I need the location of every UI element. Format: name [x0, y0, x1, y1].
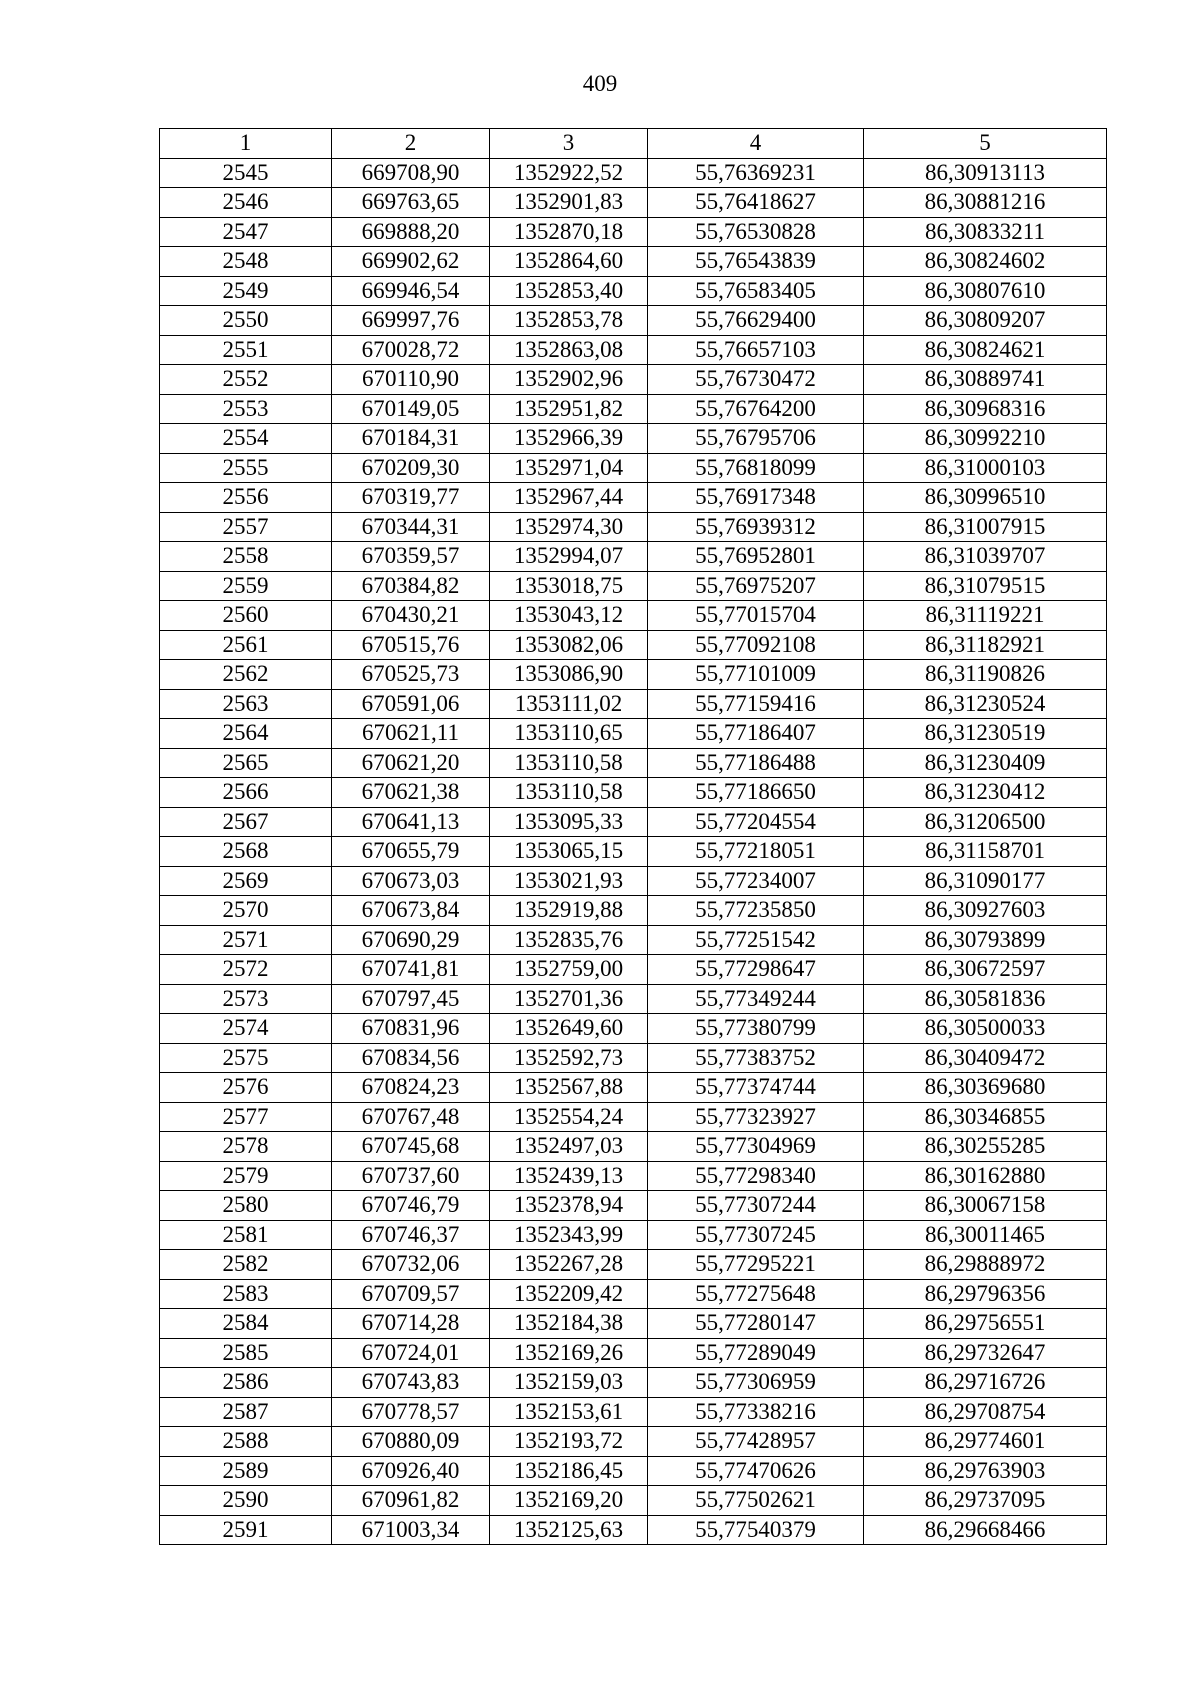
table-cell-col-1: 2546: [160, 188, 332, 218]
table-cell-col-2: 669708,90: [332, 158, 490, 188]
table-cell-col-2: 670741,81: [332, 955, 490, 985]
table-cell-col-3: 1352835,76: [490, 925, 648, 955]
table-row: [160, 1220, 1107, 1250]
table-cell-col-1: 2553: [160, 394, 332, 424]
table-row: [160, 866, 1107, 896]
table-cell-col-1: 2563: [160, 689, 332, 719]
table-cell-col-1: 2582: [160, 1250, 332, 1280]
table-cell-col-3: 1352343,99: [490, 1220, 648, 1250]
table-cell-col-2: 670621,11: [332, 719, 490, 749]
table-row: [160, 1102, 1107, 1132]
table-cell-col-2: 670319,77: [332, 483, 490, 513]
table-row: [160, 925, 1107, 955]
table-cell-col-1: 2576: [160, 1073, 332, 1103]
table-cell-col-3: 1352497,03: [490, 1132, 648, 1162]
table-cell-col-2: 670525,73: [332, 660, 490, 690]
table-cell-col-5: 86,30889741: [864, 365, 1107, 395]
table-cell-col-4: 55,77349244: [648, 984, 864, 1014]
table-cell-col-4: 55,77502621: [648, 1486, 864, 1516]
table-cell-col-3: 1353043,12: [490, 601, 648, 631]
table-cell-col-4: 55,77015704: [648, 601, 864, 631]
table-cell-col-4: 55,76543839: [648, 247, 864, 277]
table-row: [160, 483, 1107, 513]
table-cell-col-5: 86,30881216: [864, 188, 1107, 218]
table-cell-col-4: 55,77306959: [648, 1368, 864, 1398]
table-row: [160, 719, 1107, 749]
table-cell-col-4: 55,77380799: [648, 1014, 864, 1044]
table-cell-col-1: 2562: [160, 660, 332, 690]
table-cell-col-2: 669997,76: [332, 306, 490, 336]
table-cell-col-4: 55,77374744: [648, 1073, 864, 1103]
table-cell-col-4: 55,77338216: [648, 1397, 864, 1427]
table-cell-col-5: 86,30409472: [864, 1043, 1107, 1073]
table-row: [160, 188, 1107, 218]
table-row: [160, 424, 1107, 454]
table-cell-col-5: 86,30807610: [864, 276, 1107, 306]
table-cell-col-2: 670797,45: [332, 984, 490, 1014]
table-cell-col-4: 55,77298647: [648, 955, 864, 985]
table-cell-col-4: 55,77289049: [648, 1338, 864, 1368]
table-cell-col-2: 669946,54: [332, 276, 490, 306]
table-row: [160, 1486, 1107, 1516]
table-row: [160, 453, 1107, 483]
table-cell-col-4: 55,77275648: [648, 1279, 864, 1309]
table-cell-col-5: 86,29774601: [864, 1427, 1107, 1457]
table-cell-col-5: 86,31000103: [864, 453, 1107, 483]
table-cell-col-1: 2545: [160, 158, 332, 188]
table-cell-col-3: 1353110,58: [490, 778, 648, 808]
table-cell-col-1: 2589: [160, 1456, 332, 1486]
table-row: [160, 630, 1107, 660]
table-cell-col-3: 1352994,07: [490, 542, 648, 572]
table-cell-col-1: 2580: [160, 1191, 332, 1221]
table-cell-col-3: 1353111,02: [490, 689, 648, 719]
table-cell-col-3: 1352378,94: [490, 1191, 648, 1221]
table-cell-col-2: 671003,34: [332, 1515, 490, 1545]
table-cell-col-5: 86,29737095: [864, 1486, 1107, 1516]
table-cell-col-5: 86,30067158: [864, 1191, 1107, 1221]
table-cell-col-1: 2561: [160, 630, 332, 660]
table-cell-col-3: 1352966,39: [490, 424, 648, 454]
table-cell-col-1: 2591: [160, 1515, 332, 1545]
table-cell-col-3: 1352169,26: [490, 1338, 648, 1368]
table-row: [160, 748, 1107, 778]
table-row: [160, 1279, 1107, 1309]
table-cell-col-3: 1352853,40: [490, 276, 648, 306]
table-cell-col-1: 2581: [160, 1220, 332, 1250]
table-cell-col-3: 1353065,15: [490, 837, 648, 867]
table-cell-col-4: 55,77540379: [648, 1515, 864, 1545]
table-cell-col-1: 2549: [160, 276, 332, 306]
table-cell-col-5: 86,29708754: [864, 1397, 1107, 1427]
table-cell-col-3: 1352186,45: [490, 1456, 648, 1486]
table-cell-col-5: 86,30255285: [864, 1132, 1107, 1162]
table-cell-col-4: 55,77159416: [648, 689, 864, 719]
table-cell-col-4: 55,77235850: [648, 896, 864, 926]
table-cell-col-3: 1353086,90: [490, 660, 648, 690]
header-cell-1: 1: [160, 129, 332, 159]
table-cell-col-4: 55,77218051: [648, 837, 864, 867]
table-cell-col-2: 670880,09: [332, 1427, 490, 1457]
table-cell-col-4: 55,77280147: [648, 1309, 864, 1339]
table-cell-col-5: 86,30793899: [864, 925, 1107, 955]
table-cell-col-5: 86,30346855: [864, 1102, 1107, 1132]
table-row: [160, 512, 1107, 542]
table-cell-col-2: 670824,23: [332, 1073, 490, 1103]
header-cell-3: 3: [490, 129, 648, 159]
table-cell-col-1: 2586: [160, 1368, 332, 1398]
table-row: [160, 1427, 1107, 1457]
table-cell-col-4: 55,77383752: [648, 1043, 864, 1073]
table-cell-col-2: 670690,29: [332, 925, 490, 955]
table-cell-col-3: 1352567,88: [490, 1073, 648, 1103]
table-cell-col-3: 1352971,04: [490, 453, 648, 483]
table-cell-col-3: 1352267,28: [490, 1250, 648, 1280]
header-row: [160, 129, 1107, 159]
table-cell-col-1: 2573: [160, 984, 332, 1014]
table-cell-col-5: 86,29796356: [864, 1279, 1107, 1309]
table-cell-col-5: 86,30996510: [864, 483, 1107, 513]
table-cell-col-2: 670621,20: [332, 748, 490, 778]
table-cell-col-1: 2565: [160, 748, 332, 778]
table-cell-col-3: 1352209,42: [490, 1279, 648, 1309]
table-cell-col-4: 55,76530828: [648, 217, 864, 247]
table-row: [160, 365, 1107, 395]
table-cell-col-3: 1353082,06: [490, 630, 648, 660]
table-header: [160, 129, 1107, 159]
table-row: [160, 807, 1107, 837]
table-row: [160, 1368, 1107, 1398]
table-cell-col-4: 55,76418627: [648, 188, 864, 218]
table-cell-col-4: 55,77186407: [648, 719, 864, 749]
table-cell-col-2: 669902,62: [332, 247, 490, 277]
table-cell-col-3: 1352159,03: [490, 1368, 648, 1398]
table-cell-col-5: 86,30500033: [864, 1014, 1107, 1044]
table-cell-col-1: 2569: [160, 866, 332, 896]
table-row: [160, 1014, 1107, 1044]
table-row: [160, 1161, 1107, 1191]
table-cell-col-1: 2548: [160, 247, 332, 277]
table-cell-col-2: 670028,72: [332, 335, 490, 365]
table-cell-col-2: 670621,38: [332, 778, 490, 808]
table-cell-col-1: 2558: [160, 542, 332, 572]
table-cell-col-5: 86,31039707: [864, 542, 1107, 572]
table-cell-col-1: 2575: [160, 1043, 332, 1073]
table-cell-col-3: 1352864,60: [490, 247, 648, 277]
table-cell-col-5: 86,30369680: [864, 1073, 1107, 1103]
table-cell-col-1: 2584: [160, 1309, 332, 1339]
table-cell-col-2: 670732,06: [332, 1250, 490, 1280]
table-cell-col-1: 2556: [160, 483, 332, 513]
table-row: [160, 601, 1107, 631]
table-cell-col-2: 670359,57: [332, 542, 490, 572]
table-cell-col-1: 2559: [160, 571, 332, 601]
table-cell-col-1: 2551: [160, 335, 332, 365]
table-cell-col-3: 1352193,72: [490, 1427, 648, 1457]
table-row: [160, 689, 1107, 719]
table-cell-col-1: 2557: [160, 512, 332, 542]
table-cell-col-3: 1352439,13: [490, 1161, 648, 1191]
header-cell-4: 4: [648, 129, 864, 159]
table-row: [160, 276, 1107, 306]
table-cell-col-2: 670709,57: [332, 1279, 490, 1309]
table-cell-col-5: 86,30968316: [864, 394, 1107, 424]
table-cell-col-4: 55,77295221: [648, 1250, 864, 1280]
table-cell-col-1: 2587: [160, 1397, 332, 1427]
table-cell-col-4: 55,77307245: [648, 1220, 864, 1250]
table-cell-col-4: 55,76583405: [648, 276, 864, 306]
table-cell-col-3: 1352701,36: [490, 984, 648, 1014]
table-cell-col-2: 670384,82: [332, 571, 490, 601]
header-cell-2: 2: [332, 129, 490, 159]
table-cell-col-3: 1352169,20: [490, 1486, 648, 1516]
table-cell-col-4: 55,77307244: [648, 1191, 864, 1221]
table-row: [160, 896, 1107, 926]
coordinates-table: [159, 128, 1107, 1545]
table-cell-col-4: 55,76975207: [648, 571, 864, 601]
table-cell-col-5: 86,31230519: [864, 719, 1107, 749]
table-cell-col-3: 1352870,18: [490, 217, 648, 247]
table-row: [160, 1456, 1107, 1486]
table-cell-col-2: 670767,48: [332, 1102, 490, 1132]
table-cell-col-4: 55,77204554: [648, 807, 864, 837]
table-cell-col-3: 1352901,83: [490, 188, 648, 218]
table-cell-col-5: 86,30824621: [864, 335, 1107, 365]
table-cell-col-5: 86,29716726: [864, 1368, 1107, 1398]
table-row: [160, 984, 1107, 1014]
table-cell-col-5: 86,31182921: [864, 630, 1107, 660]
table-cell-col-4: 55,77186488: [648, 748, 864, 778]
table-row: [160, 158, 1107, 188]
table-cell-col-4: 55,76952801: [648, 542, 864, 572]
table-cell-col-2: 670591,06: [332, 689, 490, 719]
header-cell-5: 5: [864, 129, 1107, 159]
table-cell-col-5: 86,30992210: [864, 424, 1107, 454]
table-cell-col-2: 670743,83: [332, 1368, 490, 1398]
table-cell-col-5: 86,31119221: [864, 601, 1107, 631]
table-cell-col-3: 1352974,30: [490, 512, 648, 542]
table-cell-col-2: 670746,79: [332, 1191, 490, 1221]
table-row: [160, 778, 1107, 808]
table-cell-col-3: 1352967,44: [490, 483, 648, 513]
table-cell-col-1: 2571: [160, 925, 332, 955]
table-cell-col-4: 55,76939312: [648, 512, 864, 542]
table-cell-col-4: 55,76369231: [648, 158, 864, 188]
table-cell-col-1: 2564: [160, 719, 332, 749]
table-cell-col-1: 2568: [160, 837, 332, 867]
table-cell-col-5: 86,30913113: [864, 158, 1107, 188]
table-row: [160, 1132, 1107, 1162]
table-cell-col-4: 55,77186650: [648, 778, 864, 808]
table-cell-col-5: 86,29732647: [864, 1338, 1107, 1368]
table-cell-col-1: 2585: [160, 1338, 332, 1368]
table-cell-col-5: 86,29668466: [864, 1515, 1107, 1545]
table-cell-col-4: 55,77428957: [648, 1427, 864, 1457]
table-cell-col-4: 55,76795706: [648, 424, 864, 454]
table-cell-col-1: 2566: [160, 778, 332, 808]
table-cell-col-1: 2590: [160, 1486, 332, 1516]
table-cell-col-2: 670737,60: [332, 1161, 490, 1191]
table-cell-col-1: 2574: [160, 1014, 332, 1044]
table-cell-col-5: 86,31206500: [864, 807, 1107, 837]
table-cell-col-1: 2555: [160, 453, 332, 483]
table-cell-col-4: 55,76764200: [648, 394, 864, 424]
table-cell-col-3: 1352125,63: [490, 1515, 648, 1545]
table-cell-col-3: 1352649,60: [490, 1014, 648, 1044]
table-cell-col-5: 86,31230524: [864, 689, 1107, 719]
table-cell-col-3: 1353021,93: [490, 866, 648, 896]
table-cell-col-3: 1353110,58: [490, 748, 648, 778]
table-cell-col-2: 670926,40: [332, 1456, 490, 1486]
table-cell-col-3: 1352902,96: [490, 365, 648, 395]
table-cell-col-1: 2567: [160, 807, 332, 837]
table-cell-col-5: 86,29888972: [864, 1250, 1107, 1280]
table-cell-col-5: 86,29756551: [864, 1309, 1107, 1339]
table-cell-col-5: 86,31230412: [864, 778, 1107, 808]
table-cell-col-2: 670724,01: [332, 1338, 490, 1368]
table-row: [160, 1309, 1107, 1339]
table-row: [160, 571, 1107, 601]
table-cell-col-5: 86,31190826: [864, 660, 1107, 690]
table-cell-col-1: 2588: [160, 1427, 332, 1457]
table-row: [160, 837, 1107, 867]
table-cell-col-3: 1352153,61: [490, 1397, 648, 1427]
table-cell-col-4: 55,76917348: [648, 483, 864, 513]
table-cell-col-2: 670831,96: [332, 1014, 490, 1044]
table-cell-col-2: 670110,90: [332, 365, 490, 395]
table-row: [160, 955, 1107, 985]
table-cell-col-4: 55,77101009: [648, 660, 864, 690]
table-cell-col-1: 2552: [160, 365, 332, 395]
page-number: 409: [582, 71, 618, 96]
table-cell-col-2: 670961,82: [332, 1486, 490, 1516]
table-cell-col-1: 2560: [160, 601, 332, 631]
table-row: [160, 335, 1107, 365]
table-cell-col-3: 1352922,52: [490, 158, 648, 188]
table-cell-col-3: 1352554,24: [490, 1102, 648, 1132]
table-cell-col-3: 1352853,78: [490, 306, 648, 336]
table-row: [160, 1338, 1107, 1368]
table-row: [160, 1043, 1107, 1073]
table-cell-col-5: 86,31007915: [864, 512, 1107, 542]
table-cell-col-4: 55,76818099: [648, 453, 864, 483]
table-cell-col-5: 86,31079515: [864, 571, 1107, 601]
table-cell-col-5: 86,30927603: [864, 896, 1107, 926]
table-cell-col-2: 670746,37: [332, 1220, 490, 1250]
table-cell-col-5: 86,30833211: [864, 217, 1107, 247]
table-cell-col-2: 670344,31: [332, 512, 490, 542]
table-cell-col-5: 86,30011465: [864, 1220, 1107, 1250]
table-cell-col-2: 670655,79: [332, 837, 490, 867]
table-body: [160, 158, 1107, 1545]
table-cell-col-4: 55,76730472: [648, 365, 864, 395]
table-cell-col-3: 1352919,88: [490, 896, 648, 926]
table-cell-col-2: 670641,13: [332, 807, 490, 837]
table-cell-col-3: 1353110,65: [490, 719, 648, 749]
table-cell-col-4: 55,77304969: [648, 1132, 864, 1162]
table-row: [160, 1397, 1107, 1427]
table-cell-col-1: 2579: [160, 1161, 332, 1191]
table-cell-col-3: 1352863,08: [490, 335, 648, 365]
table-row: [160, 1250, 1107, 1280]
table-cell-col-5: 86,31158701: [864, 837, 1107, 867]
table-cell-col-4: 55,76629400: [648, 306, 864, 336]
table-cell-col-4: 55,77092108: [648, 630, 864, 660]
table-cell-col-5: 86,30581836: [864, 984, 1107, 1014]
table-row: [160, 217, 1107, 247]
table-cell-col-2: 670515,76: [332, 630, 490, 660]
table-cell-col-1: 2550: [160, 306, 332, 336]
table-row: [160, 247, 1107, 277]
table-cell-col-4: 55,77298340: [648, 1161, 864, 1191]
table-cell-col-2: 670745,68: [332, 1132, 490, 1162]
table-cell-col-1: 2570: [160, 896, 332, 926]
table-cell-col-2: 670209,30: [332, 453, 490, 483]
table-row: [160, 660, 1107, 690]
table-cell-col-2: 670673,84: [332, 896, 490, 926]
table-cell-col-5: 86,29763903: [864, 1456, 1107, 1486]
table-cell-col-3: 1353095,33: [490, 807, 648, 837]
table-cell-col-4: 55,77470626: [648, 1456, 864, 1486]
table-cell-col-3: 1352184,38: [490, 1309, 648, 1339]
table-cell-col-1: 2578: [160, 1132, 332, 1162]
table-cell-col-4: 55,77323927: [648, 1102, 864, 1132]
table-cell-col-2: 670778,57: [332, 1397, 490, 1427]
table-cell-col-2: 669888,20: [332, 217, 490, 247]
table-row: [160, 394, 1107, 424]
table-cell-col-2: 669763,65: [332, 188, 490, 218]
table-cell-col-3: 1353018,75: [490, 571, 648, 601]
table-cell-col-4: 55,77234007: [648, 866, 864, 896]
table-cell-col-5: 86,31230409: [864, 748, 1107, 778]
table-cell-col-5: 86,30809207: [864, 306, 1107, 336]
table-cell-col-1: 2554: [160, 424, 332, 454]
table-cell-col-4: 55,76657103: [648, 335, 864, 365]
table-cell-col-2: 670149,05: [332, 394, 490, 424]
table-row: [160, 1515, 1107, 1545]
table-cell-col-2: 670673,03: [332, 866, 490, 896]
table-cell-col-1: 2577: [160, 1102, 332, 1132]
table-cell-col-3: 1352759,00: [490, 955, 648, 985]
table-cell-col-5: 86,30672597: [864, 955, 1107, 985]
table-cell-col-5: 86,30824602: [864, 247, 1107, 277]
table-cell-col-5: 86,31090177: [864, 866, 1107, 896]
table-row: [160, 1073, 1107, 1103]
table-row: [160, 1191, 1107, 1221]
table-cell-col-3: 1352592,73: [490, 1043, 648, 1073]
table-cell-col-4: 55,77251542: [648, 925, 864, 955]
table-cell-col-2: 670184,31: [332, 424, 490, 454]
table-row: [160, 542, 1107, 572]
table-cell-col-2: 670834,56: [332, 1043, 490, 1073]
table-cell-col-1: 2547: [160, 217, 332, 247]
table-cell-col-1: 2583: [160, 1279, 332, 1309]
table-row: [160, 306, 1107, 336]
table-cell-col-2: 670430,21: [332, 601, 490, 631]
table-cell-col-2: 670714,28: [332, 1309, 490, 1339]
table-cell-col-5: 86,30162880: [864, 1161, 1107, 1191]
table-cell-col-1: 2572: [160, 955, 332, 985]
table-cell-col-3: 1352951,82: [490, 394, 648, 424]
